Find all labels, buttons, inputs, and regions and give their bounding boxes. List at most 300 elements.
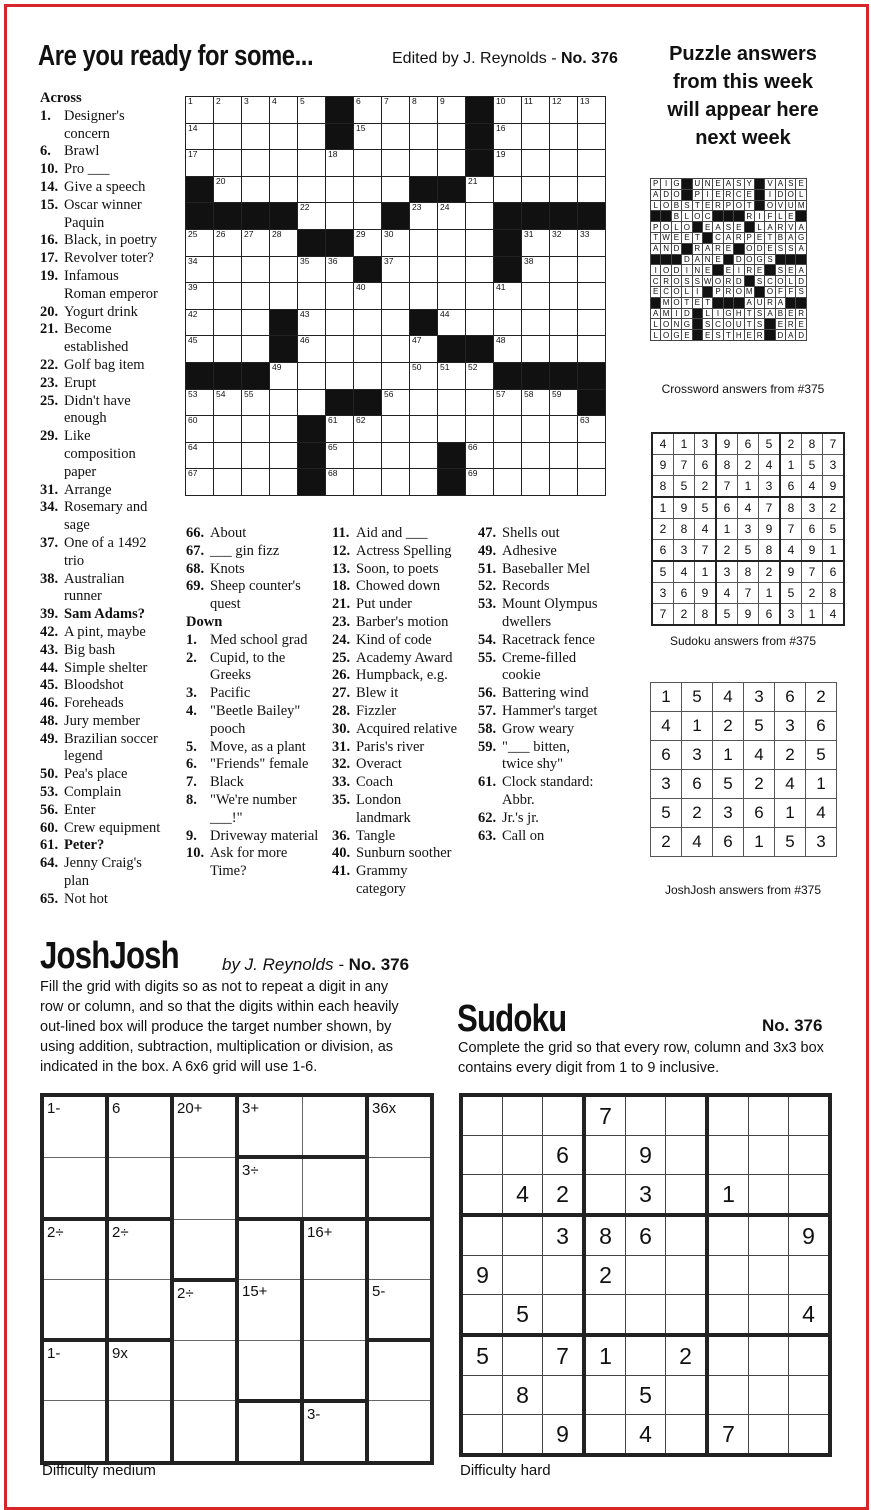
crossword-cell[interactable] <box>522 309 550 336</box>
sudoku-cell[interactable] <box>584 1376 626 1415</box>
crossword-cell[interactable] <box>494 336 522 363</box>
joshjosh-cell[interactable] <box>237 1340 302 1401</box>
crossword-cell[interactable] <box>410 416 438 443</box>
sudoku-cell[interactable] <box>707 1376 749 1415</box>
sudoku-cell[interactable] <box>626 1095 666 1136</box>
crossword-cell[interactable] <box>410 123 438 150</box>
crossword-cell[interactable] <box>494 309 522 336</box>
crossword-cell[interactable] <box>578 442 606 469</box>
joshjosh-cell[interactable] <box>367 1280 432 1341</box>
crossword-cell[interactable] <box>214 256 242 283</box>
crossword-cell[interactable] <box>494 389 522 416</box>
crossword-cell[interactable] <box>326 283 354 310</box>
crossword-cell[interactable] <box>242 469 270 496</box>
sudoku-cell[interactable]: 1 <box>707 1175 749 1216</box>
sudoku-cell[interactable]: 4 <box>626 1415 666 1456</box>
sudoku-cell[interactable] <box>543 1095 585 1136</box>
joshjosh-cell[interactable] <box>172 1157 237 1219</box>
sudoku-cell[interactable] <box>626 1256 666 1295</box>
sudoku-cell[interactable]: 2 <box>543 1175 585 1216</box>
sudoku-cell[interactable] <box>749 1335 789 1376</box>
crossword-cell[interactable] <box>522 97 550 124</box>
sudoku-cell[interactable] <box>503 1136 543 1175</box>
sudoku-cell[interactable]: 8 <box>584 1215 626 1256</box>
joshjosh-cell[interactable] <box>107 1280 172 1341</box>
crossword-cell[interactable] <box>214 469 242 496</box>
crossword-cell[interactable] <box>242 442 270 469</box>
crossword-cell[interactable] <box>298 336 326 363</box>
crossword-cell[interactable] <box>522 256 550 283</box>
crossword-cell[interactable] <box>438 203 466 230</box>
joshjosh-cell[interactable] <box>42 1219 107 1280</box>
crossword-cell[interactable] <box>270 150 298 177</box>
crossword-cell[interactable] <box>186 283 214 310</box>
crossword-cell[interactable] <box>382 176 410 203</box>
sudoku-cell[interactable] <box>461 1215 503 1256</box>
joshjosh-cell[interactable] <box>172 1095 237 1157</box>
crossword-cell[interactable] <box>270 416 298 443</box>
crossword-cell[interactable] <box>270 97 298 124</box>
joshjosh-cell[interactable] <box>367 1219 432 1280</box>
sudoku-cell[interactable] <box>503 1095 543 1136</box>
sudoku-cell[interactable]: 4 <box>503 1175 543 1216</box>
sudoku-cell[interactable] <box>789 1095 831 1136</box>
crossword-cell[interactable] <box>354 283 382 310</box>
joshjosh-cell[interactable] <box>302 1340 367 1401</box>
crossword-cell[interactable] <box>354 442 382 469</box>
crossword-cell[interactable] <box>522 389 550 416</box>
crossword-cell[interactable] <box>298 123 326 150</box>
crossword-cell[interactable] <box>438 309 466 336</box>
sudoku-cell[interactable] <box>666 1415 708 1456</box>
crossword-cell[interactable] <box>326 176 354 203</box>
sudoku-cell[interactable] <box>707 1256 749 1295</box>
crossword-cell[interactable] <box>578 283 606 310</box>
crossword-cell[interactable] <box>522 469 550 496</box>
crossword-cell[interactable] <box>298 283 326 310</box>
crossword-cell[interactable] <box>214 176 242 203</box>
joshjosh-cell[interactable] <box>302 1401 367 1463</box>
sudoku-cell[interactable] <box>749 1256 789 1295</box>
crossword-cell[interactable] <box>354 416 382 443</box>
sudoku-cell[interactable] <box>584 1295 626 1336</box>
crossword-cell[interactable] <box>270 362 298 389</box>
crossword-cell[interactable] <box>382 336 410 363</box>
crossword-cell[interactable] <box>382 309 410 336</box>
crossword-cell[interactable] <box>186 442 214 469</box>
crossword-cell[interactable] <box>522 416 550 443</box>
crossword-cell[interactable] <box>438 97 466 124</box>
crossword-cell[interactable] <box>382 256 410 283</box>
crossword-cell[interactable] <box>298 97 326 124</box>
crossword-cell[interactable] <box>494 469 522 496</box>
crossword-cell[interactable] <box>354 309 382 336</box>
crossword-cell[interactable] <box>354 150 382 177</box>
crossword-cell[interactable] <box>214 309 242 336</box>
crossword-cell[interactable] <box>214 442 242 469</box>
sudoku-cell[interactable] <box>503 1256 543 1295</box>
joshjosh-cell[interactable] <box>237 1095 302 1157</box>
crossword-cell[interactable] <box>410 362 438 389</box>
sudoku-cell[interactable] <box>461 1175 503 1216</box>
sudoku-cell[interactable] <box>666 1256 708 1295</box>
joshjosh-cell[interactable] <box>107 1157 172 1219</box>
crossword-cell[interactable] <box>550 336 578 363</box>
sudoku-cell[interactable] <box>543 1376 585 1415</box>
sudoku-cell[interactable]: 9 <box>789 1215 831 1256</box>
crossword-cell[interactable] <box>466 362 494 389</box>
crossword-cell[interactable] <box>298 176 326 203</box>
sudoku-cell[interactable]: 6 <box>543 1136 585 1175</box>
sudoku-cell[interactable]: 7 <box>584 1095 626 1136</box>
crossword-cell[interactable] <box>382 97 410 124</box>
crossword-cell[interactable] <box>578 469 606 496</box>
joshjosh-cell[interactable] <box>172 1219 237 1280</box>
crossword-cell[interactable] <box>298 256 326 283</box>
crossword-cell[interactable] <box>550 469 578 496</box>
sudoku-cell[interactable]: 5 <box>461 1335 503 1376</box>
crossword-cell[interactable] <box>242 123 270 150</box>
crossword-cell[interactable] <box>522 283 550 310</box>
crossword-cell[interactable] <box>186 416 214 443</box>
joshjosh-cell[interactable] <box>42 1095 107 1157</box>
sudoku-cell[interactable] <box>749 1215 789 1256</box>
crossword-cell[interactable] <box>410 256 438 283</box>
crossword-cell[interactable] <box>550 309 578 336</box>
crossword-cell[interactable] <box>578 256 606 283</box>
crossword-cell[interactable] <box>242 416 270 443</box>
crossword-cell[interactable] <box>270 256 298 283</box>
crossword-cell[interactable] <box>494 123 522 150</box>
crossword-cell[interactable] <box>186 150 214 177</box>
crossword-cell[interactable] <box>186 309 214 336</box>
crossword-cell[interactable] <box>466 229 494 256</box>
crossword-cell[interactable] <box>326 256 354 283</box>
joshjosh-cell[interactable] <box>107 1340 172 1401</box>
joshjosh-cell[interactable] <box>237 1219 302 1280</box>
crossword-cell[interactable] <box>242 336 270 363</box>
joshjosh-cell[interactable] <box>107 1095 172 1157</box>
crossword-cell[interactable] <box>326 150 354 177</box>
crossword-cell[interactable] <box>186 123 214 150</box>
sudoku-cell[interactable] <box>707 1335 749 1376</box>
sudoku-cell[interactable] <box>584 1136 626 1175</box>
crossword-cell[interactable] <box>298 150 326 177</box>
crossword-cell[interactable] <box>382 416 410 443</box>
sudoku-cell[interactable]: 3 <box>543 1215 585 1256</box>
crossword-cell[interactable] <box>410 336 438 363</box>
crossword-cell[interactable] <box>438 416 466 443</box>
crossword-cell[interactable] <box>326 309 354 336</box>
crossword-cell[interactable] <box>578 229 606 256</box>
crossword-cell[interactable] <box>550 389 578 416</box>
crossword-cell[interactable] <box>382 123 410 150</box>
crossword-cell[interactable] <box>438 283 466 310</box>
crossword-cell[interactable] <box>382 442 410 469</box>
crossword-cell[interactable] <box>466 176 494 203</box>
crossword-cell[interactable] <box>578 97 606 124</box>
crossword-cell[interactable] <box>522 442 550 469</box>
crossword-cell[interactable] <box>270 123 298 150</box>
crossword-cell[interactable] <box>438 123 466 150</box>
sudoku-cell[interactable] <box>461 1095 503 1136</box>
joshjosh-cell[interactable] <box>172 1340 237 1401</box>
sudoku-cell[interactable]: 7 <box>543 1335 585 1376</box>
sudoku-cell[interactable] <box>503 1415 543 1456</box>
crossword-cell[interactable] <box>214 150 242 177</box>
joshjosh-cell[interactable] <box>42 1401 107 1463</box>
crossword-cell[interactable] <box>410 442 438 469</box>
crossword-cell[interactable] <box>270 176 298 203</box>
crossword-cell[interactable] <box>438 150 466 177</box>
sudoku-cell[interactable] <box>461 1295 503 1336</box>
crossword-cell[interactable] <box>270 469 298 496</box>
crossword-cell[interactable] <box>214 123 242 150</box>
crossword-cell[interactable] <box>578 123 606 150</box>
crossword-cell[interactable] <box>214 283 242 310</box>
joshjosh-cell[interactable] <box>107 1401 172 1463</box>
crossword-cell[interactable] <box>494 97 522 124</box>
crossword-cell[interactable] <box>466 256 494 283</box>
crossword-cell[interactable] <box>382 283 410 310</box>
crossword-cell[interactable] <box>550 416 578 443</box>
crossword-cell[interactable] <box>298 362 326 389</box>
crossword-cell[interactable] <box>298 203 326 230</box>
joshjosh-cell[interactable] <box>302 1095 367 1157</box>
sudoku-cell[interactable] <box>503 1215 543 1256</box>
crossword-cell[interactable] <box>494 442 522 469</box>
crossword-cell[interactable] <box>466 203 494 230</box>
crossword-cell[interactable] <box>242 229 270 256</box>
crossword-cell[interactable] <box>186 97 214 124</box>
crossword-cell[interactable] <box>270 229 298 256</box>
crossword-cell[interactable] <box>186 389 214 416</box>
crossword-cell[interactable] <box>550 442 578 469</box>
crossword-cell[interactable] <box>494 176 522 203</box>
crossword-cell[interactable] <box>242 256 270 283</box>
sudoku-cell[interactable] <box>584 1175 626 1216</box>
crossword-cell[interactable] <box>214 389 242 416</box>
crossword-cell[interactable] <box>466 389 494 416</box>
crossword-cell[interactable] <box>242 283 270 310</box>
crossword-cell[interactable] <box>186 256 214 283</box>
sudoku-cell[interactable]: 2 <box>666 1335 708 1376</box>
sudoku-cell[interactable] <box>503 1335 543 1376</box>
crossword-cell[interactable] <box>522 336 550 363</box>
sudoku-cell[interactable]: 8 <box>503 1376 543 1415</box>
crossword-cell[interactable] <box>326 203 354 230</box>
sudoku-cell[interactable]: 3 <box>626 1175 666 1216</box>
joshjosh-cell[interactable] <box>172 1280 237 1341</box>
sudoku-cell[interactable]: 5 <box>503 1295 543 1336</box>
sudoku-cell[interactable]: 7 <box>707 1415 749 1456</box>
joshjosh-cell[interactable] <box>302 1157 367 1219</box>
crossword-cell[interactable] <box>186 469 214 496</box>
crossword-cell[interactable] <box>522 229 550 256</box>
sudoku-cell[interactable] <box>789 1335 831 1376</box>
crossword-cell[interactable] <box>578 176 606 203</box>
sudoku-cell[interactable] <box>461 1136 503 1175</box>
crossword-cell[interactable] <box>354 123 382 150</box>
crossword-cell[interactable] <box>382 362 410 389</box>
sudoku-cell[interactable]: 9 <box>543 1415 585 1456</box>
joshjosh-cell[interactable] <box>302 1280 367 1341</box>
crossword-cell[interactable] <box>326 362 354 389</box>
crossword-cell[interactable] <box>494 416 522 443</box>
crossword-cell[interactable] <box>242 150 270 177</box>
crossword-cell[interactable] <box>242 309 270 336</box>
sudoku-cell[interactable] <box>461 1415 503 1456</box>
crossword-cell[interactable] <box>410 229 438 256</box>
joshjosh-cell[interactable] <box>367 1157 432 1219</box>
sudoku-cell[interactable] <box>789 1136 831 1175</box>
sudoku-cell[interactable]: 1 <box>584 1335 626 1376</box>
crossword-cell[interactable] <box>550 229 578 256</box>
joshjosh-cell[interactable] <box>237 1280 302 1341</box>
crossword-cell[interactable] <box>550 123 578 150</box>
crossword-cell[interactable] <box>270 389 298 416</box>
sudoku-cell[interactable]: 9 <box>626 1136 666 1175</box>
crossword-cell[interactable] <box>522 150 550 177</box>
sudoku-cell[interactable] <box>626 1295 666 1336</box>
sudoku-cell[interactable]: 5 <box>626 1376 666 1415</box>
crossword-cell[interactable] <box>410 150 438 177</box>
crossword-cell[interactable] <box>354 97 382 124</box>
sudoku-cell[interactable] <box>749 1415 789 1456</box>
joshjosh-cell[interactable] <box>237 1157 302 1219</box>
sudoku-cell[interactable]: 6 <box>626 1215 666 1256</box>
crossword-cell[interactable] <box>382 469 410 496</box>
crossword-cell[interactable] <box>466 469 494 496</box>
joshjosh-cell[interactable] <box>367 1401 432 1463</box>
sudoku-cell[interactable] <box>666 1215 708 1256</box>
sudoku-cell[interactable] <box>789 1256 831 1295</box>
crossword-cell[interactable] <box>438 389 466 416</box>
crossword-cell[interactable] <box>410 283 438 310</box>
sudoku-cell[interactable]: 2 <box>584 1256 626 1295</box>
crossword-cell[interactable] <box>214 229 242 256</box>
crossword-cell[interactable] <box>242 176 270 203</box>
crossword-cell[interactable] <box>382 150 410 177</box>
crossword-cell[interactable] <box>242 389 270 416</box>
crossword-cell[interactable] <box>354 176 382 203</box>
crossword-cell[interactable] <box>354 229 382 256</box>
crossword-cell[interactable] <box>550 283 578 310</box>
crossword-cell[interactable] <box>494 150 522 177</box>
sudoku-cell[interactable] <box>789 1376 831 1415</box>
joshjosh-cell[interactable] <box>367 1340 432 1401</box>
joshjosh-cell[interactable] <box>237 1401 302 1463</box>
crossword-cell[interactable] <box>326 336 354 363</box>
sudoku-cell[interactable] <box>749 1376 789 1415</box>
crossword-cell[interactable] <box>578 309 606 336</box>
crossword-cell[interactable] <box>550 256 578 283</box>
sudoku-cell[interactable]: 4 <box>789 1295 831 1336</box>
sudoku-cell[interactable] <box>584 1415 626 1456</box>
crossword-cell[interactable] <box>270 442 298 469</box>
sudoku-cell[interactable] <box>543 1256 585 1295</box>
crossword-cell[interactable] <box>214 97 242 124</box>
crossword-cell[interactable] <box>214 416 242 443</box>
sudoku-cell[interactable] <box>707 1215 749 1256</box>
crossword-cell[interactable] <box>326 416 354 443</box>
crossword-cell[interactable] <box>550 97 578 124</box>
crossword-cell[interactable] <box>354 203 382 230</box>
joshjosh-cell[interactable] <box>367 1095 432 1157</box>
crossword-cell[interactable] <box>438 256 466 283</box>
sudoku-cell[interactable] <box>626 1335 666 1376</box>
joshjosh-cell[interactable] <box>172 1401 237 1463</box>
sudoku-cell[interactable] <box>543 1295 585 1336</box>
joshjosh-cell[interactable] <box>42 1280 107 1341</box>
crossword-cell[interactable] <box>410 469 438 496</box>
crossword-cell[interactable] <box>578 416 606 443</box>
sudoku-cell[interactable] <box>749 1095 789 1136</box>
sudoku-cell[interactable] <box>789 1175 831 1216</box>
crossword-cell[interactable] <box>186 336 214 363</box>
sudoku-cell[interactable] <box>461 1376 503 1415</box>
crossword-cell[interactable] <box>466 283 494 310</box>
crossword-cell[interactable] <box>242 97 270 124</box>
crossword-cell[interactable] <box>578 150 606 177</box>
sudoku-cell[interactable] <box>707 1295 749 1336</box>
crossword-cell[interactable] <box>354 336 382 363</box>
sudoku-cell[interactable] <box>666 1095 708 1136</box>
crossword-cell[interactable] <box>522 176 550 203</box>
crossword-cell[interactable] <box>354 362 382 389</box>
crossword-cell[interactable] <box>410 97 438 124</box>
joshjosh-cell[interactable] <box>42 1157 107 1219</box>
crossword-cell[interactable] <box>382 389 410 416</box>
sudoku-cell[interactable] <box>707 1136 749 1175</box>
crossword-cell[interactable] <box>550 176 578 203</box>
crossword-cell[interactable] <box>466 442 494 469</box>
crossword-cell[interactable] <box>298 389 326 416</box>
crossword-cell[interactable] <box>550 150 578 177</box>
crossword-cell[interactable] <box>410 389 438 416</box>
crossword-cell[interactable] <box>494 283 522 310</box>
crossword-cell[interactable] <box>466 416 494 443</box>
crossword-cell[interactable] <box>438 362 466 389</box>
joshjosh-cell[interactable] <box>107 1219 172 1280</box>
sudoku-cell[interactable] <box>789 1415 831 1456</box>
sudoku-cell[interactable] <box>666 1136 708 1175</box>
joshjosh-cell[interactable] <box>302 1219 367 1280</box>
crossword-cell[interactable] <box>326 442 354 469</box>
crossword-cell[interactable] <box>298 309 326 336</box>
sudoku-cell[interactable] <box>749 1295 789 1336</box>
crossword-cell[interactable] <box>270 283 298 310</box>
sudoku-cell[interactable] <box>666 1175 708 1216</box>
crossword-cell[interactable] <box>382 229 410 256</box>
sudoku-cell[interactable]: 9 <box>461 1256 503 1295</box>
sudoku-cell[interactable] <box>749 1136 789 1175</box>
crossword-cell[interactable] <box>186 229 214 256</box>
crossword-cell[interactable] <box>410 203 438 230</box>
crossword-cell[interactable] <box>466 309 494 336</box>
sudoku-cell[interactable] <box>666 1376 708 1415</box>
sudoku-cell[interactable] <box>749 1175 789 1216</box>
joshjosh-cell[interactable] <box>42 1340 107 1401</box>
crossword-cell[interactable] <box>354 469 382 496</box>
crossword-cell[interactable] <box>578 336 606 363</box>
crossword-cell[interactable] <box>438 229 466 256</box>
crossword-cell[interactable] <box>522 123 550 150</box>
sudoku-cell[interactable] <box>666 1295 708 1336</box>
sudoku-cell[interactable] <box>707 1095 749 1136</box>
crossword-cell[interactable] <box>214 336 242 363</box>
crossword-cell[interactable] <box>326 469 354 496</box>
